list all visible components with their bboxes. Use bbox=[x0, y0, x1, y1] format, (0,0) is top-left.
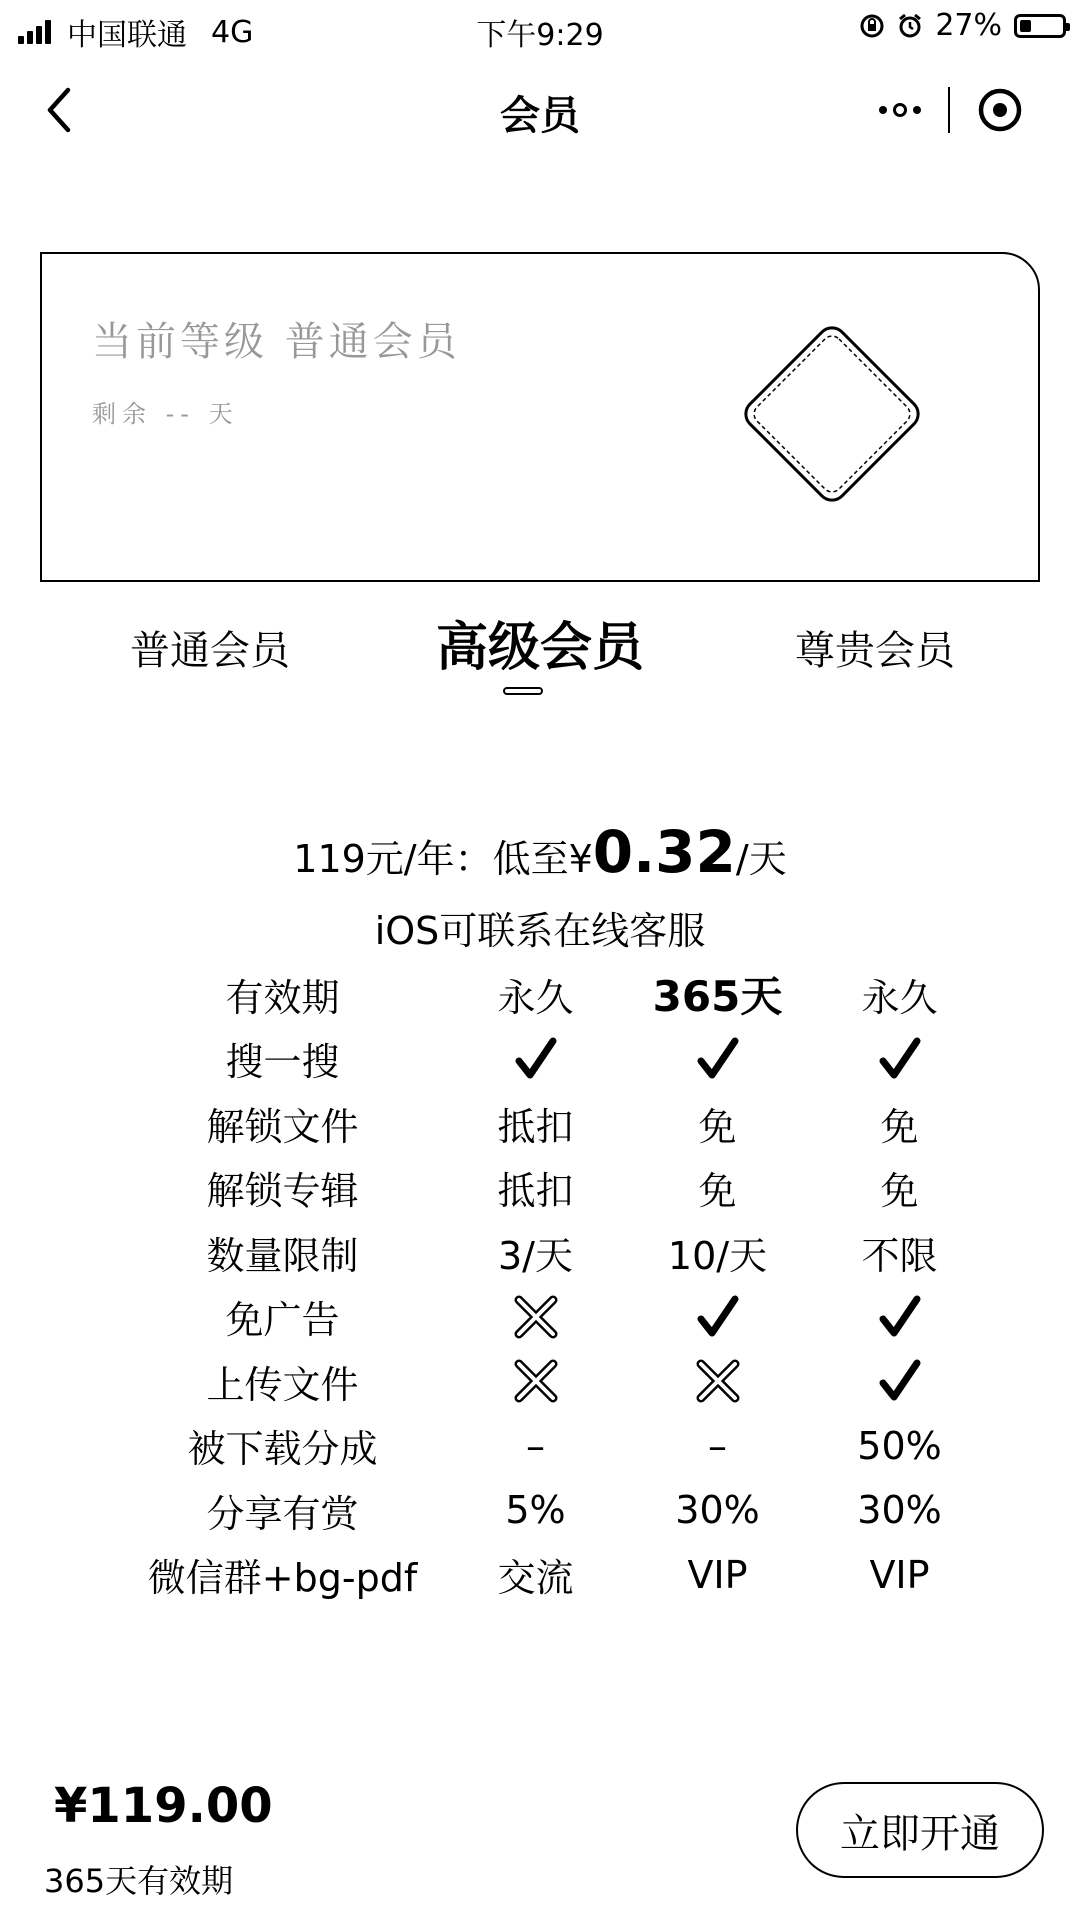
purchase-footer bbox=[0, 1760, 1080, 1920]
feature-row bbox=[120, 1543, 1020, 1608]
tab-normal[interactable]: 普通会员 bbox=[130, 628, 290, 674]
contact-note: iOS可联系在线客服 bbox=[374, 909, 706, 953]
feature-value: 永久 bbox=[861, 975, 938, 1020]
feature-row bbox=[120, 1091, 1020, 1156]
lock-rotation-icon bbox=[859, 13, 885, 39]
feature-value: 永久 bbox=[497, 975, 574, 1020]
price-prefix: 119元/年：低至¥ bbox=[293, 837, 593, 881]
feature-value: VIP bbox=[687, 1552, 748, 1597]
cross-icon bbox=[626, 1358, 809, 1404]
feature-row bbox=[120, 1349, 1020, 1414]
feature-value: 交流 bbox=[497, 1556, 574, 1601]
feature-value: 不限 bbox=[861, 1233, 938, 1278]
card-subtitle: 剩余 -- 天 bbox=[92, 400, 239, 428]
total-price: ¥119.00 bbox=[54, 1778, 273, 1834]
more-dots-icon[interactable] bbox=[852, 103, 948, 117]
alarm-icon bbox=[897, 13, 923, 39]
feature-row bbox=[120, 1285, 1020, 1350]
feature-row bbox=[120, 1414, 1020, 1479]
tab-advanced[interactable]: 高级会员 bbox=[435, 618, 644, 678]
feature-name: 有效期 bbox=[225, 975, 340, 1020]
feature-value: – bbox=[526, 1423, 545, 1468]
feature-row bbox=[120, 1156, 1020, 1221]
feature-value: VIP bbox=[869, 1552, 930, 1597]
active-tab-indicator bbox=[503, 687, 543, 695]
battery-icon bbox=[1014, 14, 1066, 38]
feature-value: 免 bbox=[698, 1169, 737, 1214]
daily-price: 0.32 bbox=[592, 818, 736, 886]
carrier: 中国联通 bbox=[67, 18, 187, 53]
check-icon bbox=[626, 1037, 809, 1081]
feature-table bbox=[120, 962, 1020, 1607]
battery-percent: 27% bbox=[935, 8, 1002, 43]
feature-value: – bbox=[708, 1423, 727, 1468]
feature-name: 微信群+bg-pdf bbox=[147, 1556, 418, 1601]
feature-name: 搜一搜 bbox=[225, 1040, 340, 1085]
feature-value: 30% bbox=[675, 1488, 760, 1533]
price-suffix: /天 bbox=[735, 837, 787, 881]
clock: 下午9:29 bbox=[476, 18, 604, 53]
nav-bar bbox=[0, 70, 1080, 150]
validity-text: 365天有效期 bbox=[44, 1862, 234, 1900]
feature-name: 上传文件 bbox=[206, 1362, 359, 1407]
check-icon bbox=[445, 1037, 626, 1081]
page-title: 会员 bbox=[500, 93, 580, 139]
check-icon bbox=[809, 1295, 990, 1339]
membership-card bbox=[40, 252, 1040, 582]
feature-name: 免广告 bbox=[225, 1298, 340, 1343]
tab-premium[interactable]: 尊贵会员 bbox=[795, 628, 955, 674]
status-bar bbox=[0, 0, 1080, 56]
status-right bbox=[859, 8, 1066, 43]
diamond-icon bbox=[722, 304, 942, 524]
cross-icon bbox=[445, 1294, 626, 1340]
membership-tabs bbox=[0, 605, 1080, 715]
feature-value: 抵扣 bbox=[497, 1169, 574, 1214]
feature-name: 被下载分成 bbox=[187, 1427, 378, 1472]
feature-value: 365天 bbox=[652, 972, 783, 1022]
feature-row bbox=[120, 1478, 1020, 1543]
feature-value: 5% bbox=[505, 1488, 566, 1533]
feature-value: 3/天 bbox=[498, 1233, 573, 1278]
feature-name: 解锁专辑 bbox=[206, 1169, 359, 1214]
feature-name: 数量限制 bbox=[206, 1233, 359, 1278]
feature-value: 免 bbox=[880, 1104, 919, 1149]
network-type: 4G bbox=[211, 14, 254, 50]
feature-value: 30% bbox=[857, 1488, 942, 1533]
feature-value: 10/天 bbox=[667, 1233, 768, 1278]
feature-value: 50% bbox=[857, 1423, 942, 1468]
card-title: 当前等级 普通会员 bbox=[92, 319, 461, 365]
feature-value: 免 bbox=[698, 1104, 737, 1149]
check-icon bbox=[809, 1359, 990, 1403]
feature-name: 解锁文件 bbox=[206, 1104, 359, 1149]
feature-value: 免 bbox=[880, 1169, 919, 1214]
feature-name: 分享有赏 bbox=[206, 1491, 359, 1536]
mini-program-capsule bbox=[852, 82, 1052, 138]
feature-row bbox=[120, 1220, 1020, 1285]
feature-value: 抵扣 bbox=[497, 1104, 574, 1149]
target-icon[interactable] bbox=[950, 87, 1050, 133]
feature-row bbox=[120, 1027, 1020, 1092]
check-icon bbox=[809, 1037, 990, 1081]
price-summary bbox=[0, 818, 1080, 886]
activate-button[interactable]: 立即开通 bbox=[796, 1782, 1044, 1878]
check-icon bbox=[626, 1295, 809, 1339]
cross-icon bbox=[445, 1358, 626, 1404]
feature-row bbox=[120, 962, 1020, 1027]
